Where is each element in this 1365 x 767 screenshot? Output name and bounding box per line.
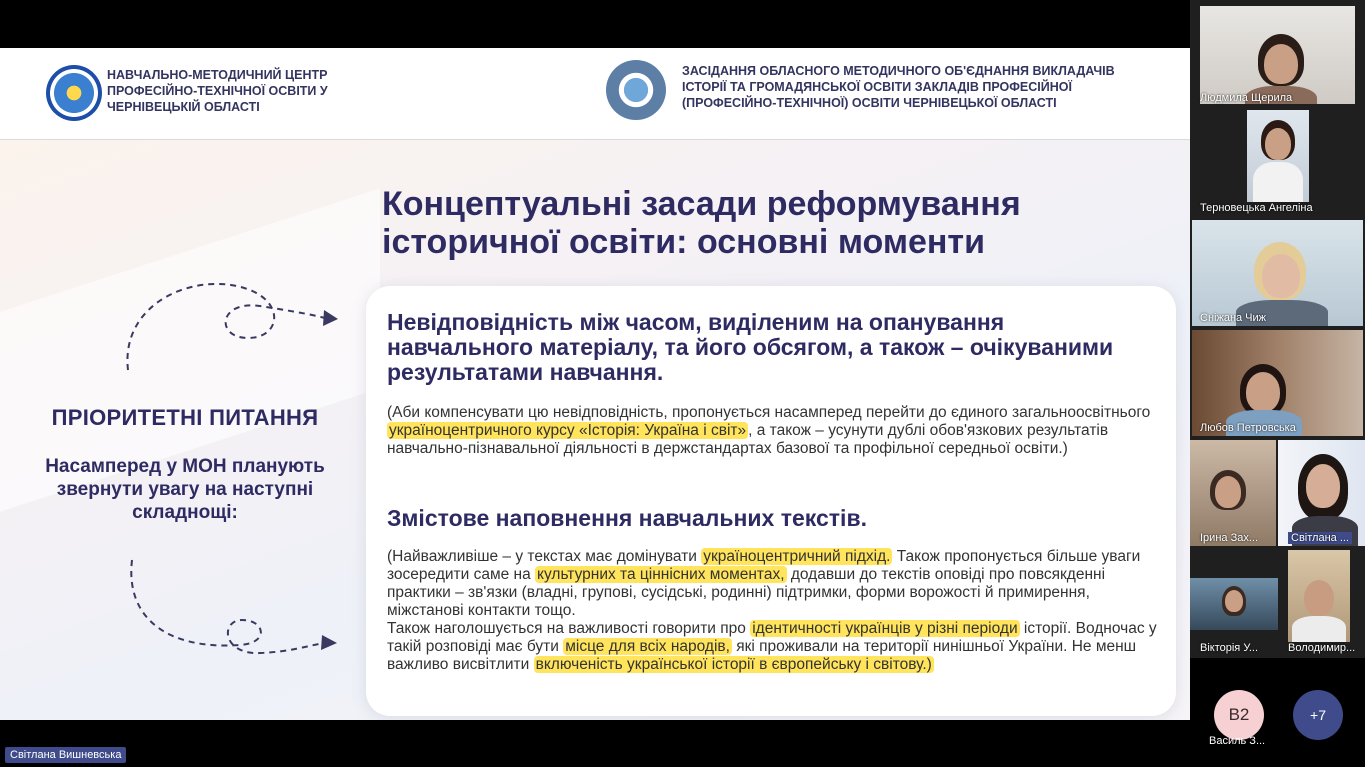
slide-body	[0, 140, 1190, 720]
participant-avatar[interactable]: В2	[1214, 690, 1264, 740]
participant-tile[interactable]	[1278, 438, 1365, 548]
participant-name: Ірина Зах...	[1200, 532, 1258, 544]
text-span: (Аби компенсувати цю невідповідність, пропонується насамперед перейти до єдиного загальноосвітнього	[387, 404, 1151, 421]
participant-tile[interactable]	[1190, 328, 1365, 438]
participant-name: Сніжана Чиж	[1200, 312, 1267, 324]
participant-tile[interactable]	[1190, 108, 1365, 218]
participant-tile[interactable]	[1190, 0, 1365, 108]
text-span: (Найважливіше – у текстах має домінувати	[387, 548, 702, 565]
participant-video	[1192, 220, 1363, 326]
participant-tile[interactable]	[1190, 218, 1365, 328]
priority-title: ПРІОРИТЕТНІ ПИТАННЯ	[51, 405, 319, 430]
participant-name: Людмила Щерила	[1200, 92, 1293, 104]
priority-block	[30, 405, 340, 524]
highlight: включеність української історії в європейську і світову.)	[535, 656, 932, 673]
header-right-text: ЗАСІДАННЯ ОБЛАСНОГО МЕТОДИЧНОГО ОБ'ЄДНАННЯ ВИКЛАДАЧІВ ІСТОРІЇ ТА ГРОМАДЯНСЬКОЇ ОСВІТИ ЗАКЛАДІВ ПРОФЕСІЙНОЇ (ПРОФЕСІЙНО-ТЕХНІЧНОЇ) ОСВІТИ ЧЕРНІВЕЦЬКОЇ ОБЛАСТІ	[682, 64, 1115, 110]
highlight: ідентичності українців у різні періоди	[752, 620, 1018, 637]
header-left-text: НАВЧАЛЬНО-МЕТОДИЧНИЙ ЦЕНТР ПРОФЕСІЙНО-ТЕХНІЧНОЇ ОСВІТИ У ЧЕРНІВЕЦЬКІЙ ОБЛАСТІ	[107, 68, 328, 114]
highlight: місце для всіх народів,	[565, 638, 730, 655]
highlight: україноцентричний підхід.	[703, 548, 891, 565]
center-logo	[46, 65, 102, 121]
text-span: Також пропонується більше уваги зосередити саме на	[387, 548, 1141, 583]
shared-slide	[0, 48, 1190, 720]
participant-video	[1190, 578, 1278, 630]
highlight: україноцентричного курсу «Історія: Україна і світ»	[389, 422, 747, 439]
section1-text	[387, 404, 1167, 458]
text-span: Також наголошується на важливості говорити про	[387, 620, 751, 637]
priority-subtitle: Насамперед у МОН планують звернути увагу на наступні складнощі:	[45, 456, 325, 523]
participant-video	[1200, 6, 1355, 104]
participant-tile[interactable]	[1190, 438, 1278, 548]
text-span: які проживали на території нинішньої України. Не менш важливо висвітлити	[387, 638, 1137, 673]
text-span: історії. Водночас у такій розповіді має бути	[387, 620, 1157, 655]
participant-tile[interactable]	[1278, 548, 1365, 658]
participant-video	[1278, 440, 1365, 546]
participant-name: Терновецька Ангеліна	[1200, 202, 1313, 214]
participant-name: Володимир...	[1288, 642, 1356, 654]
presenter-label: Світлана Вишневська	[5, 747, 126, 763]
section2-text	[387, 548, 1167, 674]
participant-tile[interactable]	[1190, 548, 1278, 658]
association-logo	[606, 60, 666, 120]
content-card	[366, 286, 1176, 716]
section2-heading: Змістове наповнення навчальних текстів.	[387, 505, 867, 531]
participant-video	[1288, 550, 1350, 642]
participant-name: Світлана ...	[1288, 532, 1352, 544]
participant-video	[1190, 440, 1276, 546]
text-span: , а також – усунути дублі обов'язкових результатів навчально-пізнавальної діяльності в держстандартах базової та профільної середньої освіти.)	[387, 422, 1109, 457]
slide-title: Концептуальні засади реформування історичної освіти: основні моменти	[382, 185, 1021, 261]
slide-header	[0, 48, 1190, 140]
section1-heading: Невідповідність між часом, виділеним на опанування навчального матеріалу, та його обсягом, а також – очікуваними результатами навчання.	[387, 309, 1114, 385]
participant-video	[1192, 330, 1363, 436]
participant-name: Любов Петровська	[1200, 422, 1296, 434]
participant-name: Вікторія У...	[1200, 642, 1259, 654]
highlight: культурних та ціннісних моментах,	[537, 566, 785, 583]
more-participants-button[interactable]: +7	[1293, 690, 1343, 740]
participant-video	[1247, 110, 1309, 202]
text-span: додавши до текстів оповіді про повсякденні практики – зв'язки (владні, групові, сусідські, родинні) підтримки, форми ворожості й примирення, міжстанові контакти тощо.	[387, 566, 1106, 619]
avatar-name: Василь З...	[1209, 735, 1266, 747]
